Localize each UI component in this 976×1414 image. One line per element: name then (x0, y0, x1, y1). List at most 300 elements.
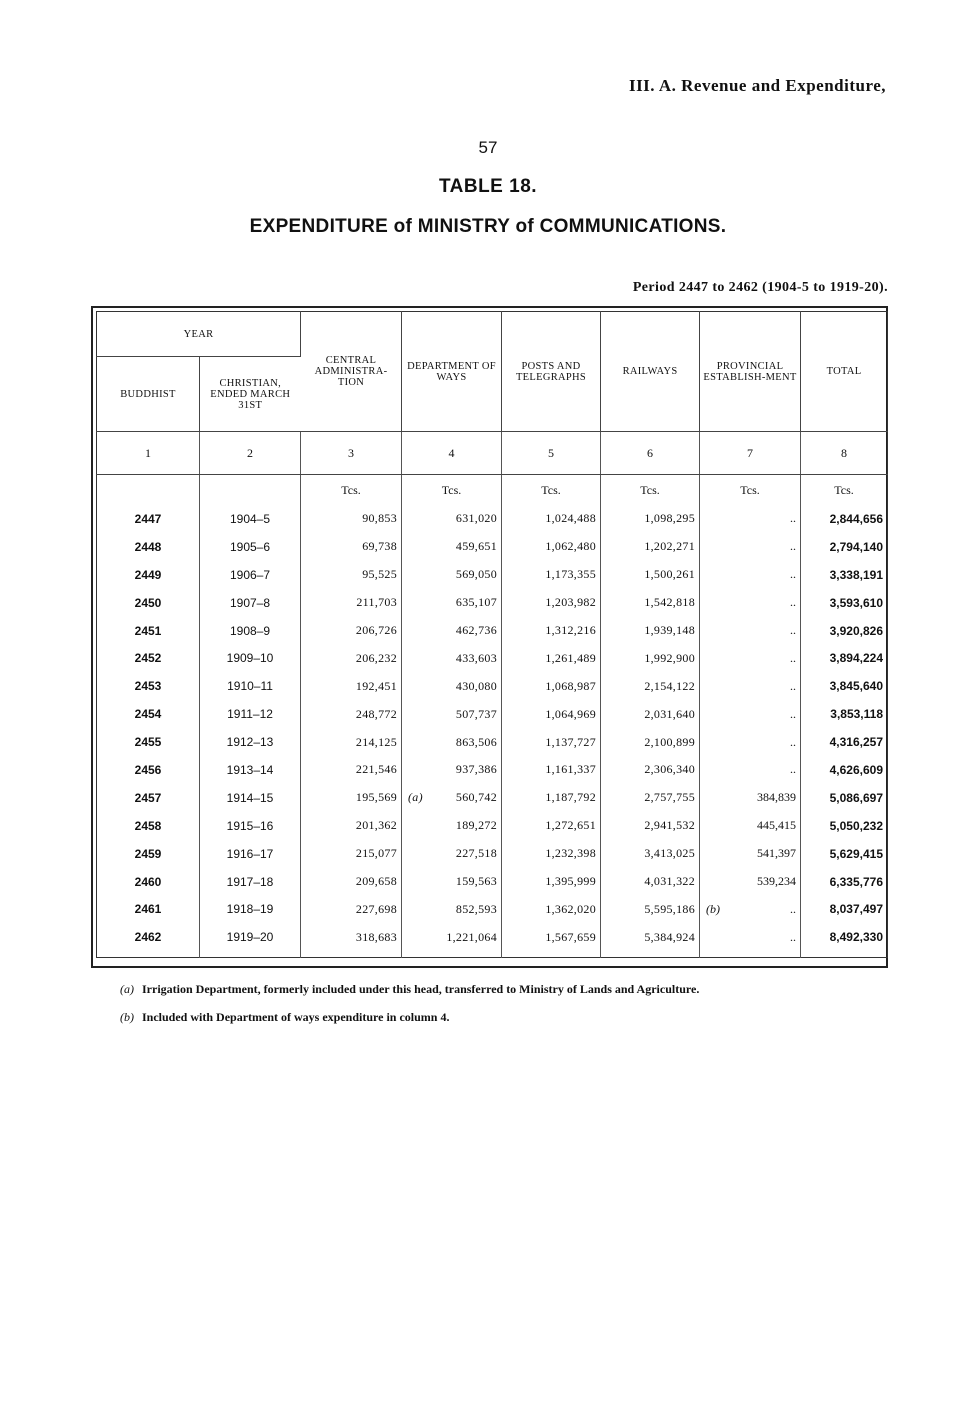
department-of-ways-cell (402, 533, 502, 561)
column-number: 6 (601, 432, 700, 475)
central-administration-cell (301, 589, 402, 617)
cell-value: 1,064,969 (545, 706, 597, 721)
total-cell (801, 672, 888, 700)
cell-value: 1,173,355 (545, 567, 597, 582)
cell-value: 2457 (134, 790, 162, 805)
column-number: 3 (301, 432, 402, 475)
table-row (97, 728, 888, 756)
posts-telegraphs-cell (502, 812, 601, 840)
provincial-establishment-cell (700, 533, 801, 561)
christian-year-cell (200, 868, 301, 896)
cell-value: 1905–6 (229, 539, 271, 554)
cell-value: 5,050,232 (829, 818, 884, 833)
cell-value: 1,395,999 (545, 874, 597, 889)
year-header: YEAR (97, 312, 301, 357)
cell-value: 3,593,610 (829, 595, 884, 610)
posts-telegraphs-cell (502, 672, 601, 700)
cell-value: 8,492,330 (829, 930, 884, 945)
spacer-cell (301, 951, 402, 958)
page-number: 57 (478, 138, 498, 157)
table-row (97, 784, 888, 812)
cell-value: 4,626,609 (829, 762, 884, 777)
christian-year-cell (200, 672, 301, 700)
central-administration-cell (301, 784, 402, 812)
buddhist-year-cell (97, 672, 200, 700)
buddhist-year-cell (97, 840, 200, 868)
cell-value: 2452 (134, 651, 162, 666)
provincial-establishment-cell (700, 784, 801, 812)
cell-value: 8,037,497 (829, 902, 884, 917)
cell-value: 95,525 (362, 567, 398, 582)
table-number: TABLE 18. (438, 176, 538, 197)
table-row (97, 561, 888, 589)
cell-value: 937,386 (455, 762, 498, 777)
cell-value: .. (790, 734, 797, 749)
footnote-a (120, 982, 699, 997)
total-cell (801, 728, 888, 756)
buddhist-year-cell (97, 617, 200, 645)
posts-telegraphs-cell (502, 644, 601, 672)
footnote-reference: (b) (706, 901, 721, 916)
cell-value: 2,306,340 (644, 762, 696, 777)
cell-value: 2461 (134, 902, 162, 917)
total-cell (801, 533, 888, 561)
cell-value: 2453 (134, 679, 162, 694)
table-row (97, 840, 888, 868)
railways-cell (601, 756, 700, 784)
christian-year-cell (200, 617, 301, 645)
cell-value: .. (790, 650, 797, 665)
railways-cell (601, 700, 700, 728)
footnote-mark: (a) (120, 982, 134, 996)
posts-telegraphs-cell (502, 923, 601, 951)
christian-year-cell (200, 895, 301, 923)
cell-value: 1,202,271 (644, 539, 696, 554)
department-of-ways-cell (402, 589, 502, 617)
christian-year-cell (200, 505, 301, 533)
department-of-ways-cell (402, 868, 502, 896)
provincial-establishment-cell (700, 561, 801, 589)
column-header-railways: RAILWAYS (601, 312, 700, 432)
department-of-ways-cell (402, 895, 502, 923)
central-administration-cell (301, 700, 402, 728)
posts-telegraphs-cell (502, 505, 601, 533)
buddhist-year-cell (97, 533, 200, 561)
department-of-ways-cell (402, 505, 502, 533)
cell-value: 3,413,025 (644, 846, 696, 861)
cell-value: .. (790, 901, 797, 916)
cell-value: .. (790, 762, 797, 777)
cell-value: 159,563 (455, 874, 498, 889)
christian-year-cell (200, 728, 301, 756)
cell-value: 1,542,818 (644, 595, 696, 610)
cell-value: 206,726 (355, 623, 398, 637)
central-administration-cell (301, 672, 402, 700)
provincial-establishment-cell (700, 617, 801, 645)
cell-value: 5,629,415 (829, 846, 884, 861)
cell-value: 1,261,489 (545, 650, 597, 665)
table-row (97, 533, 888, 561)
total-cell (801, 784, 888, 812)
cell-value: 2449 (134, 567, 162, 582)
cell-value: 195,569 (355, 790, 398, 805)
footnote-mark: (b) (120, 1010, 134, 1024)
provincial-establishment-cell (700, 923, 801, 951)
unit-label: Tcs. (301, 475, 402, 506)
cell-value: 2450 (134, 595, 162, 610)
provincial-establishment-cell (700, 812, 801, 840)
department-of-ways-cell (402, 840, 502, 868)
spacer-cell (200, 951, 301, 958)
railways-cell (601, 728, 700, 756)
buddhist-year-cell (97, 756, 200, 784)
total-cell (801, 505, 888, 533)
cell-value: 69,738 (362, 539, 398, 554)
cell-value: 569,050 (455, 567, 498, 582)
cell-value: 2458 (134, 818, 162, 833)
table-row (97, 812, 888, 840)
column-number: 1 (97, 432, 200, 475)
cell-value: 1,161,337 (545, 762, 597, 777)
unit-label: Tcs. (502, 475, 601, 506)
table-row (97, 895, 888, 923)
cell-value: 2,757,755 (644, 790, 696, 805)
buddhist-year-cell (97, 589, 200, 617)
cell-value: 2454 (134, 707, 162, 722)
spacer-cell (801, 951, 888, 958)
cell-value: 214,125 (355, 734, 398, 749)
department-of-ways-cell (402, 812, 502, 840)
total-cell (801, 700, 888, 728)
cell-value: 1912–13 (226, 735, 274, 750)
central-administration-cell (301, 812, 402, 840)
provincial-establishment-cell (700, 868, 801, 896)
cell-value: 1907–8 (229, 595, 271, 610)
provincial-establishment-cell (700, 728, 801, 756)
department-of-ways-cell (402, 923, 502, 951)
cell-value: .. (790, 567, 797, 582)
section-title: III. A. Revenue and Expenditure, (628, 76, 886, 95)
table-row (97, 617, 888, 645)
cell-value: 189,272 (455, 818, 498, 833)
cell-value: 90,853 (362, 511, 398, 526)
table-row (97, 589, 888, 617)
total-cell (801, 923, 888, 951)
posts-telegraphs-cell (502, 561, 601, 589)
christian-year-cell (200, 784, 301, 812)
cell-value: 430,080 (455, 678, 498, 693)
table-row (97, 756, 888, 784)
christian-year-cell (200, 840, 301, 868)
cell-value: 215,077 (355, 846, 398, 861)
posts-telegraphs-cell (502, 784, 601, 812)
cell-value: 2459 (134, 846, 162, 861)
railways-cell (601, 840, 700, 868)
cell-value: 539,234 (757, 874, 797, 889)
cell-value: 1,098,295 (644, 511, 696, 526)
footnote-b (120, 1010, 449, 1025)
column-header-ways: DEPARTMENT OF WAYS (402, 312, 502, 432)
christian-year-cell (200, 812, 301, 840)
central-administration-cell (301, 728, 402, 756)
unit-label: Tcs. (700, 475, 801, 506)
total-cell (801, 617, 888, 645)
department-of-ways-cell (402, 561, 502, 589)
posts-telegraphs-cell (502, 868, 601, 896)
buddhist-year-cell (97, 895, 200, 923)
provincial-establishment-cell (700, 644, 801, 672)
cell-value: 1908–9 (229, 623, 271, 638)
spacer-cell (402, 951, 502, 958)
expenditure-table-frame (91, 306, 888, 968)
cell-value: 209,658 (355, 874, 398, 889)
cell-value: 4,031,322 (644, 874, 696, 889)
cell-value: 3,845,640 (829, 679, 884, 694)
cell-value: 1,137,727 (545, 734, 597, 749)
cell-value: 192,451 (355, 678, 398, 693)
railways-cell (601, 589, 700, 617)
cell-value: 433,603 (455, 650, 498, 665)
buddhist-year-cell (97, 505, 200, 533)
buddhist-year-cell (97, 644, 200, 672)
cell-value: 5,086,697 (829, 790, 884, 805)
provincial-establishment-cell (700, 756, 801, 784)
provincial-establishment-cell (700, 505, 801, 533)
central-administration-cell (301, 617, 402, 645)
cell-value: 635,107 (455, 595, 498, 610)
table-row (97, 700, 888, 728)
total-cell (801, 756, 888, 784)
provincial-establishment-cell (700, 589, 801, 617)
cell-value: 852,593 (455, 901, 498, 916)
department-of-ways-cell (402, 728, 502, 756)
total-cell (801, 840, 888, 868)
cell-value: 1,992,900 (644, 650, 696, 665)
cell-value: 1,500,261 (644, 567, 696, 582)
cell-value: 541,397 (757, 846, 797, 861)
cell-value: 3,338,191 (829, 567, 884, 582)
column-number: 5 (502, 432, 601, 475)
column-header-total: TOTAL (801, 312, 888, 432)
cell-value: 4,316,257 (829, 735, 884, 750)
cell-value: 3,853,118 (830, 707, 884, 722)
posts-telegraphs-cell (502, 700, 601, 728)
cell-value: 318,683 (355, 929, 398, 944)
cell-value: 5,595,186 (644, 901, 696, 916)
provincial-establishment-cell (700, 840, 801, 868)
cell-value: 462,736 (455, 623, 498, 637)
table-row (97, 644, 888, 672)
christian-year-cell (200, 644, 301, 672)
cell-value: 1910–11 (227, 679, 273, 694)
column-number: 8 (801, 432, 888, 475)
railways-cell (601, 561, 700, 589)
cell-value: 1,068,987 (545, 678, 597, 693)
railways-cell (601, 812, 700, 840)
cell-value: 445,415 (757, 818, 797, 833)
cell-value: 560,742 (455, 790, 498, 805)
central-administration-cell (301, 505, 402, 533)
christian-year-cell (200, 561, 301, 589)
cell-value: 1,024,488 (545, 511, 597, 526)
provincial-establishment-cell (700, 700, 801, 728)
table-row (97, 672, 888, 700)
buddhist-year-cell (97, 868, 200, 896)
cell-value: 2451 (134, 623, 162, 638)
railways-cell (601, 923, 700, 951)
cell-value: 1,567,659 (545, 929, 597, 944)
cell-value: .. (790, 539, 797, 554)
cell-value: 1,187,792 (545, 790, 597, 805)
cell-value: 221,546 (355, 762, 398, 777)
unit-label (97, 475, 200, 506)
buddhist-year-cell (97, 923, 200, 951)
cell-value: 227,698 (355, 901, 398, 916)
cell-value: 2456 (134, 762, 162, 777)
department-of-ways-cell (402, 644, 502, 672)
total-cell (801, 868, 888, 896)
cell-value: 1904–5 (229, 511, 271, 526)
posts-telegraphs-cell (502, 617, 601, 645)
cell-value: .. (790, 678, 797, 693)
cell-value: 2447 (134, 511, 162, 526)
cell-value: 2,794,140 (829, 539, 884, 554)
column-number: 7 (700, 432, 801, 475)
cell-value: 1906–7 (229, 567, 271, 582)
spacer-cell (700, 951, 801, 958)
department-of-ways-cell (402, 700, 502, 728)
christian-year-cell (200, 923, 301, 951)
cell-value: 384,839 (757, 790, 797, 805)
posts-telegraphs-cell (502, 589, 601, 617)
cell-value: .. (790, 595, 797, 610)
total-cell (801, 895, 888, 923)
central-administration-cell (301, 561, 402, 589)
cell-value: 1,362,020 (545, 901, 597, 916)
buddhist-year-cell (97, 812, 200, 840)
cell-value: 1917–18 (226, 874, 274, 889)
cell-value: 3,920,826 (829, 623, 884, 638)
column-header-provincial: PROVINCIAL ESTABLISH-MENT (700, 312, 801, 432)
cell-value: 248,772 (355, 706, 398, 721)
cell-value: 1,232,398 (545, 846, 597, 861)
department-of-ways-cell (402, 784, 502, 812)
column-header-posts: POSTS AND TELEGRAPHS (502, 312, 601, 432)
cell-value: 2,941,532 (644, 818, 696, 833)
cell-value: 2,154,122 (644, 678, 696, 693)
railways-cell (601, 533, 700, 561)
christian-year-cell (200, 589, 301, 617)
posts-telegraphs-cell (502, 533, 601, 561)
central-administration-cell (301, 923, 402, 951)
railways-cell (601, 895, 700, 923)
central-administration-cell (301, 895, 402, 923)
cell-value: 2462 (134, 930, 162, 945)
spacer-cell (601, 951, 700, 958)
railways-cell (601, 617, 700, 645)
expenditure-table (96, 311, 888, 958)
spacer-cell (97, 951, 200, 958)
cell-value: 631,020 (455, 511, 498, 526)
cell-value: 227,518 (455, 846, 498, 861)
cell-value: .. (790, 623, 797, 637)
cell-value: 211,703 (356, 595, 398, 610)
footnote-text: Included with Department of ways expenditure in column 4. (142, 1010, 450, 1024)
central-administration-cell (301, 840, 402, 868)
column-number: 2 (200, 432, 301, 475)
cell-value: 1913–14 (226, 762, 274, 777)
total-cell (801, 561, 888, 589)
cell-value: 1,272,651 (545, 818, 597, 833)
cell-value: 206,232 (355, 650, 398, 665)
period-caption: Period 2447 to 2462 (1904-5 to 1919-20). (632, 280, 888, 295)
cell-value: 2455 (134, 735, 162, 750)
provincial-establishment-cell (700, 672, 801, 700)
footnote-reference: (a) (408, 790, 423, 805)
christian-year-cell (200, 756, 301, 784)
table-row (97, 868, 888, 896)
christian-year-cell (200, 533, 301, 561)
cell-value: 1,221,064 (446, 929, 498, 944)
cell-value: .. (790, 511, 797, 526)
posts-telegraphs-cell (502, 840, 601, 868)
railways-cell (601, 644, 700, 672)
department-of-ways-cell (402, 756, 502, 784)
buddhist-year-cell (97, 561, 200, 589)
department-of-ways-cell (402, 617, 502, 645)
cell-value: 1,939,148 (644, 623, 696, 637)
cell-value: 201,362 (355, 818, 398, 833)
central-administration-cell (301, 644, 402, 672)
cell-value: 1911–12 (227, 707, 273, 722)
total-cell (801, 644, 888, 672)
cell-value: 6,335,776 (829, 874, 884, 889)
cell-value: 1909–10 (226, 651, 274, 666)
cell-value: 1,203,982 (545, 595, 597, 610)
column-number: 4 (402, 432, 502, 475)
table-row (97, 505, 888, 533)
cell-value: 1,312,216 (545, 623, 597, 637)
central-administration-cell (301, 756, 402, 784)
department-of-ways-cell (402, 672, 502, 700)
unit-label: Tcs. (834, 482, 854, 497)
total-cell (801, 812, 888, 840)
total-cell (801, 589, 888, 617)
cell-value: 2,844,656 (829, 511, 884, 526)
cell-value: .. (790, 929, 797, 944)
cell-value: 1919–20 (226, 930, 274, 945)
footnote-text: Irrigation Department, formerly included under this head, transferred to Ministry of Lands and Agriculture. (142, 982, 700, 996)
posts-telegraphs-cell (502, 756, 601, 784)
unit-label: Tcs. (601, 475, 700, 506)
cell-value: 1,062,480 (545, 539, 597, 554)
railways-cell (601, 505, 700, 533)
cell-value: 863,506 (455, 734, 498, 749)
cell-value: .. (790, 706, 797, 721)
cell-value: 2,031,640 (644, 706, 696, 721)
spacer-cell (502, 951, 601, 958)
posts-telegraphs-cell (502, 895, 601, 923)
buddhist-year-cell (97, 728, 200, 756)
railways-cell (601, 868, 700, 896)
cell-value: 2,100,899 (644, 734, 696, 749)
column-header-buddhist: BUDDHIST (97, 357, 200, 432)
cell-value: 2460 (134, 874, 162, 889)
cell-value: 3,894,224 (829, 651, 884, 666)
unit-label: Tcs. (402, 475, 502, 506)
column-header-christian: CHRISTIAN, ENDED MARCH 31ST (200, 357, 301, 432)
cell-value: 459,651 (455, 539, 498, 554)
